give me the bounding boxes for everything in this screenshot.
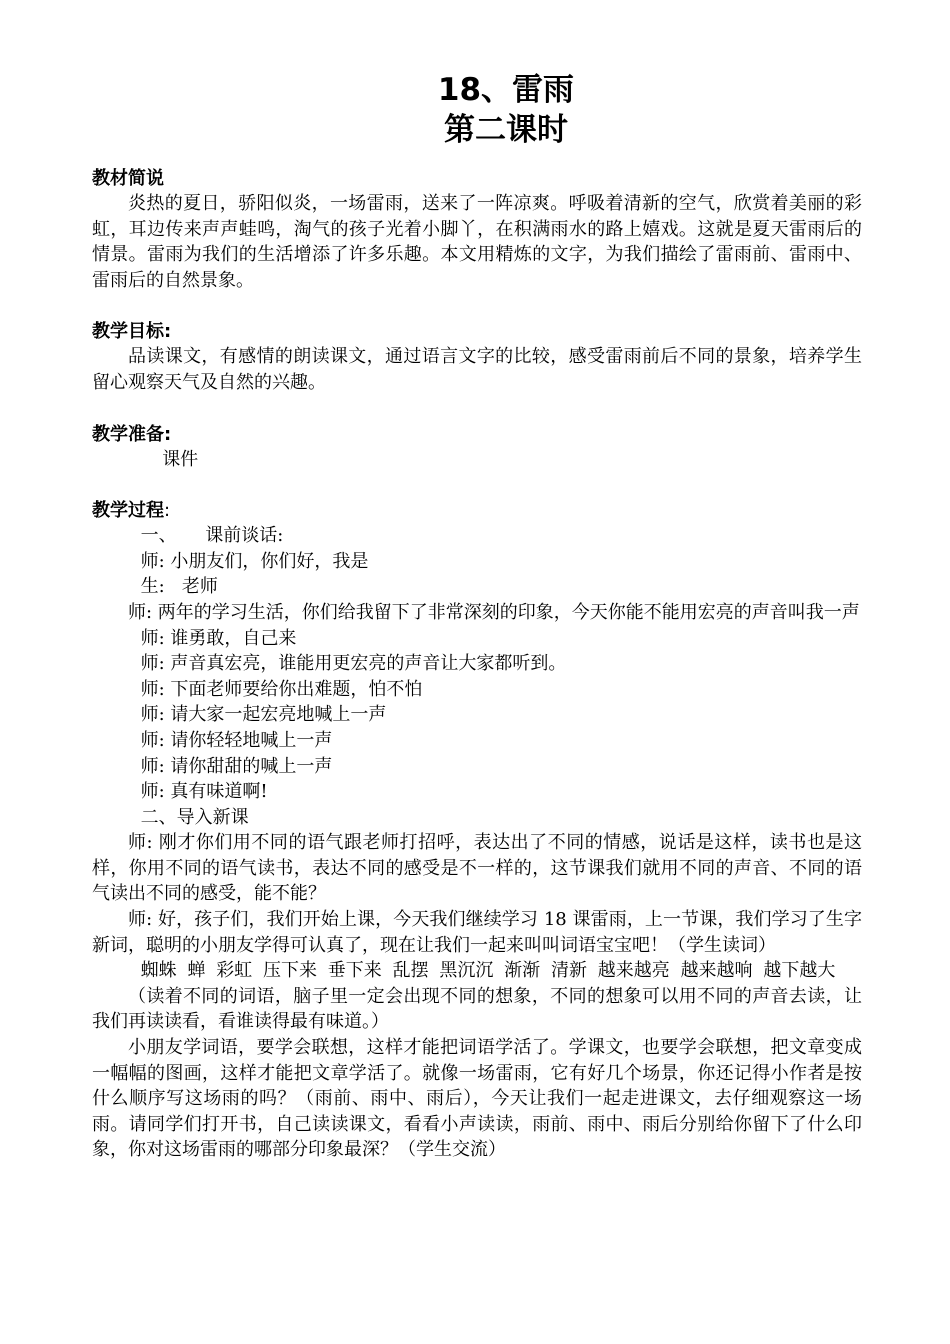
process-line: 二、导入新课 (140, 806, 249, 828)
section-heading (92, 498, 862, 523)
process-paragraph: 师: 好，孩子们，我们开始上课，今天我们继续学习 18 课雷雨，上一节课，我们学习了生字新词，聪明的小朋友学得可认真了，现在让我们一起来叫叫词语宝宝吧！（学生读词） (92, 909, 862, 956)
section-body: 课件 (162, 448, 199, 470)
lesson-title: 18、雷雨 (437, 72, 575, 108)
process-paragraph: 师: 刚才你们用不同的语气跟老师打招呼，表达出了不同的情感，说话是这样，读书也是这样，你用不同的语气读书，表达不同的感受是不一样的，这节课我们就用不同的声音、不同的语气读出不同的感受，能不能？ (92, 832, 862, 905)
vocab-word: 黑沉沉 (439, 960, 494, 982)
process-line: 师: 谁勇敢，自己来 (140, 627, 297, 649)
vocab-word: 越来越亮 (597, 960, 670, 982)
vocab-word: 清新 (550, 960, 587, 982)
process-line: 师: 请你甜甜的喊上一声 (140, 755, 333, 777)
process-line: 师: 真有味道啊! (140, 781, 268, 803)
section-heading: 教学目标: (92, 321, 172, 343)
section-heading: 教学准备: (92, 423, 172, 445)
vocab-word: 垂下来 (327, 960, 382, 982)
process-line: 一、 课前谈话: (140, 525, 284, 547)
section-process (92, 498, 862, 1163)
vocab-word: 蜘蛛 (140, 960, 177, 982)
section-heading-text: 教学过程 (92, 500, 164, 522)
section-body: 炎热的夏日，骄阳似炎，一场雷雨，送来了一阵凉爽。呼吸着清新的空气，欣赏着美丽的彩虹，耳边传来声声蛙鸣，淘气的孩子光着小脚丫，在积满雨水的路上嬉戏。这就是夏天雷雨后的情景。雷雨为我们的生活增添了许多乐趣。本文用精炼的文字，为我们描绘了雷雨前、雷雨中、雷雨后的自然景象。 (92, 193, 862, 291)
vocab-word: 渐渐 (504, 960, 541, 982)
process-line: 师: 下面老师要给你出难题，怕不怕 (140, 678, 423, 700)
section-prep (92, 422, 862, 473)
vocab-word: 越下越大 (763, 960, 836, 982)
process-line: 师: 请你轻轻地喊上一声 (140, 729, 333, 751)
vocabulary-list (92, 958, 862, 984)
title-block (92, 70, 862, 150)
vocab-word: 蝉 (187, 960, 206, 982)
vocab-word: 越来越响 (680, 960, 753, 982)
process-paragraph: 师: 两年的学习生活，你们给我留下了非常深刻的印象，今天你能不能用宏亮的声音叫我一声 (128, 601, 860, 623)
process-line: 生: 老师 (140, 576, 218, 598)
process-line: 师: 声音真宏亮，谁能用更宏亮的声音让大家都听到。 (140, 653, 567, 675)
section-goals (92, 319, 862, 395)
process-line: 师: 请大家一起宏亮地喊上一声 (140, 704, 387, 726)
section-heading-colon: : (164, 500, 171, 522)
process-paragraph: 小朋友学词语，要学会联想，这样才能把词语学活了。学课文，也要学会联想，把文章变成一幅幅的图画，这样才能把文章学活了。就像一场雷雨，它有好几个场景，你还记得小作者是按什么顺序写这场雨的吗？（雨前、雨中、雨后），今天让我们一起走进课文，去仔细观察这一场雨。请同学们打开书，自己读读课文，看看小声读读，雨前、雨中、雨后分别给你留下了什么印象，你对这场雷雨的哪部分印象最深？（学生交流） (92, 1037, 862, 1161)
vocab-word: 彩虹 (216, 960, 253, 982)
section-materials (92, 166, 862, 293)
vocab-word: 乱摆 (392, 960, 429, 982)
process-line: 师: 小朋友们，你们好，我是 (140, 550, 369, 572)
section-heading: 教材简说 (92, 168, 164, 189)
lesson-subtitle: 第二课时 (444, 112, 568, 148)
document-page (92, 70, 862, 1189)
vocab-word: 压下来 (262, 960, 317, 982)
section-body: 品读课文，有感情的朗读课文，通过语言文字的比较，感受雷雨前后不同的景象，培养学生留心观察天气及自然的兴趣。 (92, 346, 862, 393)
process-paragraph: （读着不同的词语，脑子里一定会出现不同的想象，不同的想象可以用不同的声音去读，让我们再读读看，看谁读得最有味道。） (92, 985, 862, 1033)
